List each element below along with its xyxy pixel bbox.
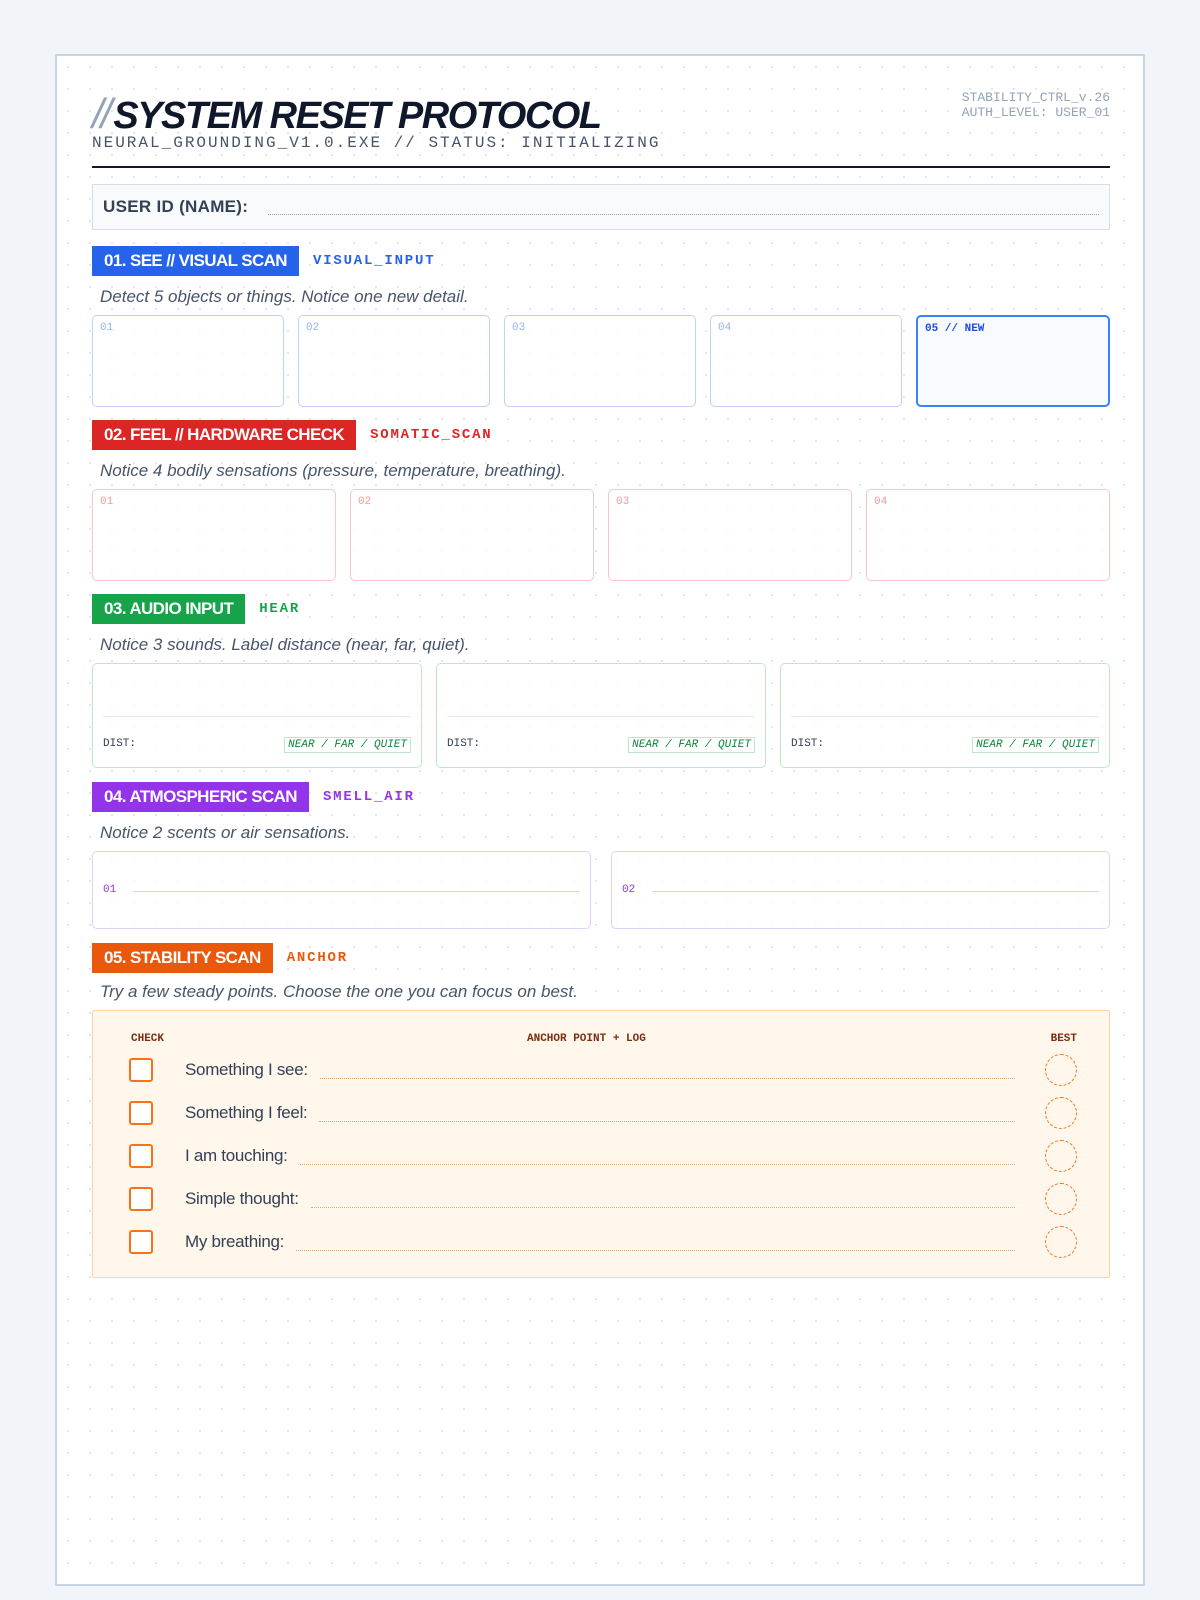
anchor-checkbox[interactable] [129, 1101, 153, 1125]
anchor-row-label: I am touching: [185, 1146, 288, 1165]
see-box-number: 02 [306, 322, 320, 334]
feel-box-number: 02 [358, 496, 372, 508]
title-row [92, 90, 601, 138]
see-box-new[interactable] [916, 315, 1110, 407]
hear-dist-label: DIST: [447, 738, 481, 750]
anchor-log-line[interactable] [320, 1062, 1015, 1079]
section-feel-code: SOMATIC_SCAN [370, 427, 493, 443]
user-id-label: USER ID (NAME): [103, 197, 249, 216]
section-smell-instruction: Notice 2 scents or air sensations. [100, 823, 351, 842]
section-feel-instruction: Notice 4 bodily sensations (pressure, temperature, breathing). [100, 461, 566, 480]
section-see-instruction: Detect 5 objects or things. Notice one new detail. [100, 287, 469, 306]
anchor-row-label: Simple thought: [185, 1189, 299, 1208]
anchor-checkbox[interactable] [129, 1144, 153, 1168]
page-subtitle: NEURAL_GROUNDING_V1.0.EXE // STATUS: INITIALIZING [92, 134, 661, 152]
anchor-row-label: Something I see: [185, 1060, 308, 1079]
hear-box[interactable] [436, 663, 766, 768]
worksheet-content [92, 56, 1110, 1278]
hear-dist-options[interactable]: NEAR / FAR / QUIET [284, 737, 411, 753]
smell-box[interactable] [611, 851, 1110, 929]
hear-box[interactable] [780, 663, 1110, 768]
section-see [92, 246, 1110, 407]
section-hear-instruction: Notice 3 sounds. Label distance (near, far, quiet). [100, 635, 470, 654]
section-feel-header [92, 420, 1110, 450]
hear-dist-label: DIST: [103, 738, 137, 750]
best-circle[interactable] [1045, 1097, 1077, 1129]
anchor-row-label: My breathing: [185, 1232, 285, 1251]
feel-box[interactable] [350, 489, 594, 581]
section-see-header [92, 246, 1110, 276]
feel-box[interactable] [866, 489, 1110, 581]
see-box-new-number: 05 // NEW [925, 323, 985, 335]
best-circle[interactable] [1045, 1183, 1077, 1215]
feel-box-number: 01 [100, 496, 114, 508]
header-meta [962, 90, 1110, 120]
hear-dist-label: DIST: [791, 738, 825, 750]
feel-box[interactable] [92, 489, 336, 581]
section-anchor-tag: 05. STABILITY SCAN [92, 943, 273, 973]
hear-dist-options[interactable]: NEAR / FAR / QUIET [628, 737, 755, 753]
see-box-grid [92, 315, 1110, 407]
anchor-panel [92, 1010, 1110, 1278]
smell-box-line [652, 891, 1099, 892]
smell-box-grid [92, 851, 1110, 929]
anchor-log-line[interactable] [300, 1148, 1015, 1165]
section-smell-tag: 04. ATMOSPHERIC SCAN [92, 782, 309, 812]
anchor-checkbox[interactable] [129, 1187, 153, 1211]
anchor-log-line[interactable] [319, 1105, 1015, 1122]
user-id-field[interactable] [92, 184, 1110, 230]
see-box[interactable] [298, 315, 490, 407]
anchor-col-log: ANCHOR POINT + LOG [527, 1033, 646, 1045]
best-circle[interactable] [1045, 1226, 1077, 1258]
section-hear-tag: 03. AUDIO INPUT [92, 594, 245, 624]
anchor-checkbox[interactable] [129, 1230, 153, 1254]
section-smell [92, 782, 1110, 929]
feel-box-number: 04 [874, 496, 888, 508]
anchor-row [129, 1184, 1077, 1214]
section-smell-header [92, 782, 1110, 812]
hear-box[interactable] [92, 663, 422, 768]
smell-box[interactable] [92, 851, 591, 929]
anchor-col-best: BEST [1050, 1033, 1077, 1045]
section-hear [92, 594, 1110, 768]
worksheet-page [55, 54, 1145, 1586]
hear-box-divider [791, 716, 1099, 717]
section-feel [92, 420, 1110, 581]
smell-box-line [133, 891, 580, 892]
anchor-log-line[interactable] [311, 1191, 1015, 1208]
section-anchor [92, 943, 1110, 1278]
section-see-tag: 01. SEE // VISUAL SCAN [92, 246, 299, 276]
page-title: SYSTEM RESET PROTOCOL [113, 95, 601, 137]
title-slashes: // [92, 90, 110, 137]
section-hear-code: HEAR [259, 601, 301, 617]
hear-box-divider [447, 716, 755, 717]
section-anchor-header [92, 943, 1110, 973]
smell-box-number: 02 [622, 884, 636, 896]
anchor-row [129, 1098, 1077, 1128]
smell-box-number: 01 [103, 884, 117, 896]
section-feel-tag: 02. FEEL // HARDWARE CHECK [92, 420, 356, 450]
anchor-row [129, 1055, 1077, 1085]
section-see-code: VISUAL_INPUT [313, 253, 436, 269]
feel-box-number: 03 [616, 496, 630, 508]
hear-dist-options[interactable]: NEAR / FAR / QUIET [972, 737, 1099, 753]
anchor-col-check: CHECK [131, 1033, 165, 1045]
section-anchor-instruction: Try a few steady points. Choose the one you can focus on best. [100, 982, 578, 1001]
hear-box-grid [92, 663, 1110, 768]
anchor-checkbox[interactable] [129, 1058, 153, 1082]
feel-box[interactable] [608, 489, 852, 581]
see-box-number: 03 [512, 322, 526, 334]
user-id-input-line[interactable] [268, 200, 1099, 215]
see-box[interactable] [710, 315, 902, 407]
section-hear-header [92, 594, 1110, 624]
meta-stability: STABILITY_CTRL_v.26 [961, 90, 1110, 105]
anchor-row-label: Something I feel: [185, 1103, 308, 1122]
section-anchor-code: ANCHOR [286, 950, 348, 966]
anchor-row [129, 1227, 1077, 1257]
see-box-number: 01 [100, 322, 114, 334]
see-box[interactable] [92, 315, 284, 407]
section-smell-code: SMELL_AIR [322, 789, 415, 805]
meta-auth-level: AUTH_LEVEL: USER_01 [961, 105, 1110, 120]
see-box[interactable] [504, 315, 696, 407]
worksheet-header [92, 56, 1110, 168]
best-circle[interactable] [1045, 1140, 1077, 1172]
see-box-number: 04 [718, 322, 732, 334]
best-circle[interactable] [1045, 1054, 1077, 1086]
anchor-log-line[interactable] [296, 1234, 1015, 1251]
anchor-row [129, 1141, 1077, 1171]
feel-box-grid [92, 489, 1110, 581]
hear-box-divider [103, 716, 411, 717]
